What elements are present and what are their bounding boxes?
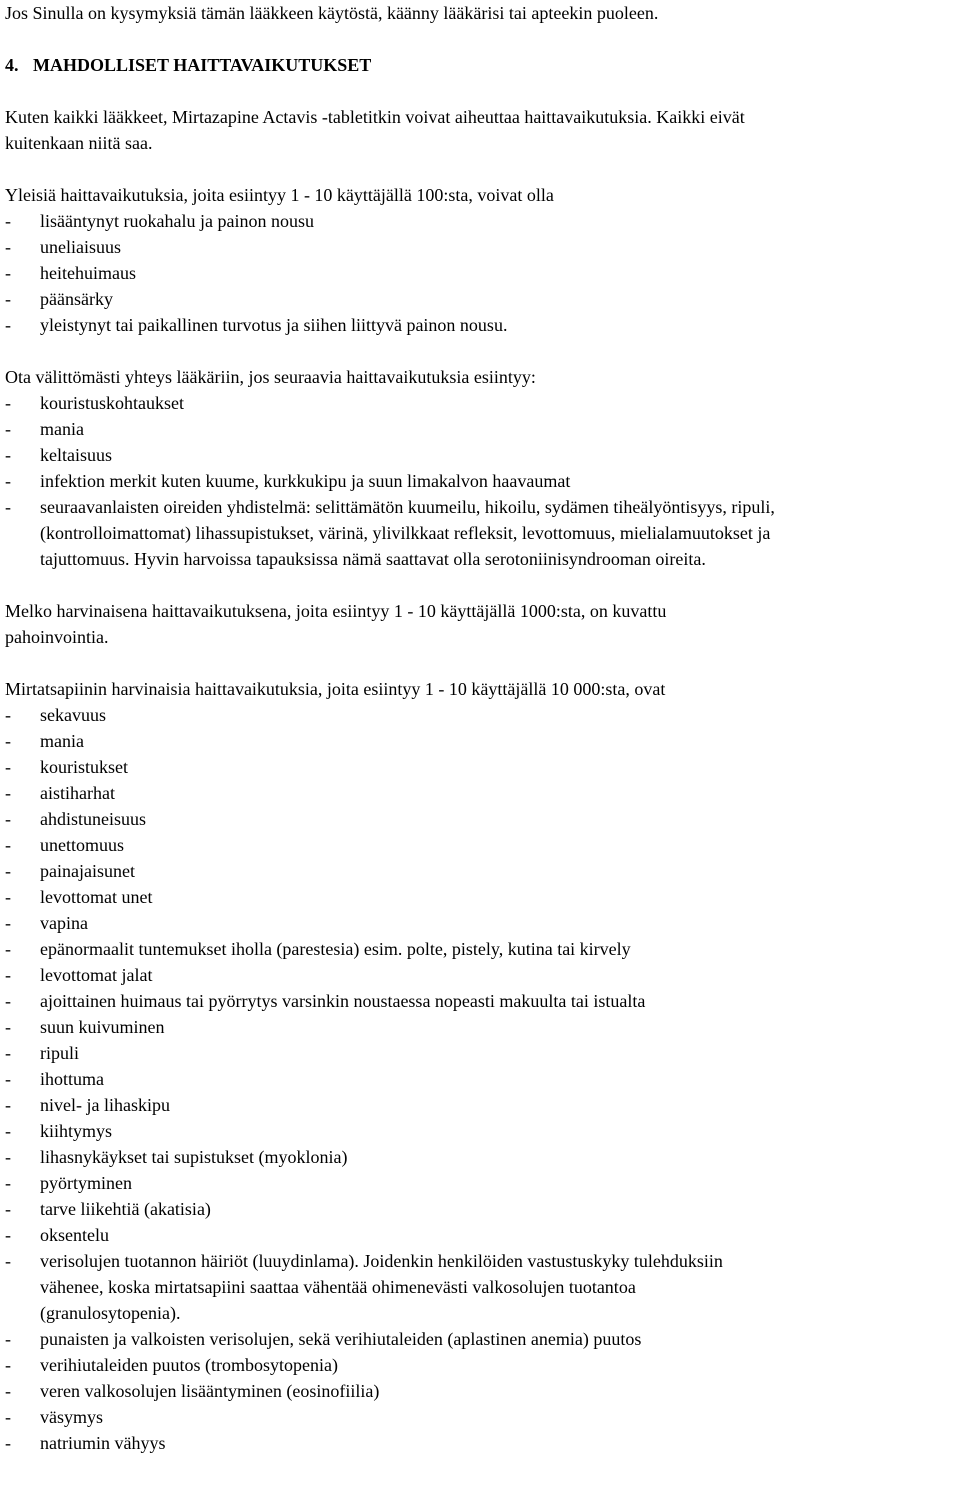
list-item: - unettomuus bbox=[5, 835, 124, 855]
list-item-continuation: vähenee, koska mirtatsapiini saattaa vähentää ohimenevästi valkosolujen tuotantoa bbox=[40, 1277, 636, 1297]
list-item: - aistiharhat bbox=[5, 783, 115, 803]
list-item: - natriumin vähyys bbox=[5, 1433, 166, 1453]
list-item: - sekavuus bbox=[5, 705, 106, 725]
paragraph-line: Melko harvinaisena haittavaikutuksena, joita esiintyy 1 - 10 käyttäjällä 1000:sta, on kuvattu bbox=[5, 601, 667, 621]
list-item: - veren valkosolujen lisääntyminen (eosinofiilia) bbox=[5, 1381, 380, 1401]
list-item: - kouristuskohtaukset bbox=[5, 393, 184, 413]
rare-side-effects bbox=[5, 676, 957, 1456]
common-list bbox=[5, 208, 957, 338]
contact-doctor-section bbox=[5, 364, 957, 572]
section-number: 4. bbox=[5, 55, 19, 75]
uncommon-paragraph bbox=[5, 598, 957, 650]
paragraph-line: kuitenkaan niitä saa. bbox=[5, 133, 153, 153]
section-title: MAHDOLLISET HAITTAVAIKUTUKSET bbox=[33, 55, 372, 75]
list-item: - verisolujen tuotannon häiriöt (luuydinlama). Joidenkin henkilöiden vastustuskyky tulehduksiin bbox=[5, 1251, 723, 1271]
list-item: - oksentelu bbox=[5, 1225, 109, 1245]
list-item: - yleistynyt tai paikallinen turvotus ja siihen liittyvä painon nousu. bbox=[5, 315, 508, 335]
list-item: - painajaisunet bbox=[5, 861, 135, 881]
list-item: - punaisten ja valkoisten verisolujen, sekä verihiutaleiden (aplastinen anemia) puutos bbox=[5, 1329, 642, 1349]
list-item: - tarve liikehtiä (akatisia) bbox=[5, 1199, 211, 1219]
list-item: - kiihtymys bbox=[5, 1121, 113, 1141]
common-lead: Yleisiä haittavaikutuksia, joita esiintyy 1 - 10 käyttäjällä 100:sta, voivat olla bbox=[5, 185, 554, 205]
list-item: - väsymys bbox=[5, 1407, 103, 1427]
list-item: - levottomat unet bbox=[5, 887, 153, 907]
document-page bbox=[5, 0, 957, 1456]
list-item: - pyörtyminen bbox=[5, 1173, 132, 1193]
list-item: - ripuli bbox=[5, 1043, 79, 1063]
list-item-continuation: tajuttomuus. Hyvin harvoissa tapauksissa nämä saattavat olla serotoniinisyndrooman oireita. bbox=[40, 549, 706, 569]
list-item: - levottomat jalat bbox=[5, 965, 153, 985]
list-item: - heitehuimaus bbox=[5, 263, 136, 283]
list-item-continuation: (kontrolloimattomat) lihassupistukset, värinä, ylivilkkaat refleksit, levottomuus, mielialamuutokset ja bbox=[40, 523, 771, 543]
list-item: - lihasnykäykset tai supistukset (myoklonia) bbox=[5, 1147, 348, 1167]
list-item: - päänsärky bbox=[5, 289, 113, 309]
list-item-continuation: (granulosytopenia). bbox=[40, 1303, 181, 1323]
list-item: - ihottuma bbox=[5, 1069, 104, 1089]
list-item: - epänormaalit tuntemukset iholla (parestesia) esim. polte, pistely, kutina tai kirvely bbox=[5, 939, 631, 959]
list-item: - lisääntynyt ruokahalu ja painon nousu bbox=[5, 211, 314, 231]
list-item: - infektion merkit kuten kuume, kurkkukipu ja suun limakalvon haavaumat bbox=[5, 471, 571, 491]
general-paragraph bbox=[5, 104, 957, 156]
list-item: - mania bbox=[5, 419, 84, 439]
list-item: - seuraavanlaisten oireiden yhdistelmä: selittämätön kuumeilu, hikoilu, sydämen tiheälyöntisyys, ripuli, bbox=[5, 497, 775, 517]
paragraph-line: Kuten kaikki lääkkeet, Mirtazapine Actavis -tabletitkin voivat aiheuttaa haittavaikutuksia. Kaikki eivät bbox=[5, 107, 745, 127]
list-item: - vapina bbox=[5, 913, 88, 933]
section-heading bbox=[5, 52, 957, 78]
contact-lead: Ota välittömästi yhteys lääkäriin, jos seuraavia haittavaikutuksia esiintyy: bbox=[5, 367, 536, 387]
list-item: - nivel- ja lihaskipu bbox=[5, 1095, 170, 1115]
rare-lead: Mirtatsapiinin harvinaisia haittavaikutuksia, joita esiintyy 1 - 10 käyttäjällä 10 000:sta, ovat bbox=[5, 679, 666, 699]
contact-list bbox=[5, 390, 957, 572]
list-item: - mania bbox=[5, 731, 84, 751]
list-item: - kouristukset bbox=[5, 757, 128, 777]
list-item: - ajoittainen huimaus tai pyörrytys varsinkin noustaessa nopeasti makuulta tai istualta bbox=[5, 991, 646, 1011]
list-item: - ahdistuneisuus bbox=[5, 809, 146, 829]
rare-list bbox=[5, 702, 957, 1456]
list-item: - verihiutaleiden puutos (trombosytopenia) bbox=[5, 1355, 338, 1375]
list-item: - keltaisuus bbox=[5, 445, 112, 465]
list-item: - uneliaisuus bbox=[5, 237, 121, 257]
list-item: - suun kuivuminen bbox=[5, 1017, 165, 1037]
common-side-effects bbox=[5, 182, 957, 338]
intro-text: Jos Sinulla on kysymyksiä tämän lääkkeen käytöstä, käänny lääkärisi tai apteekin puoleen. bbox=[5, 3, 659, 23]
paragraph-line: pahoinvointia. bbox=[5, 627, 109, 647]
